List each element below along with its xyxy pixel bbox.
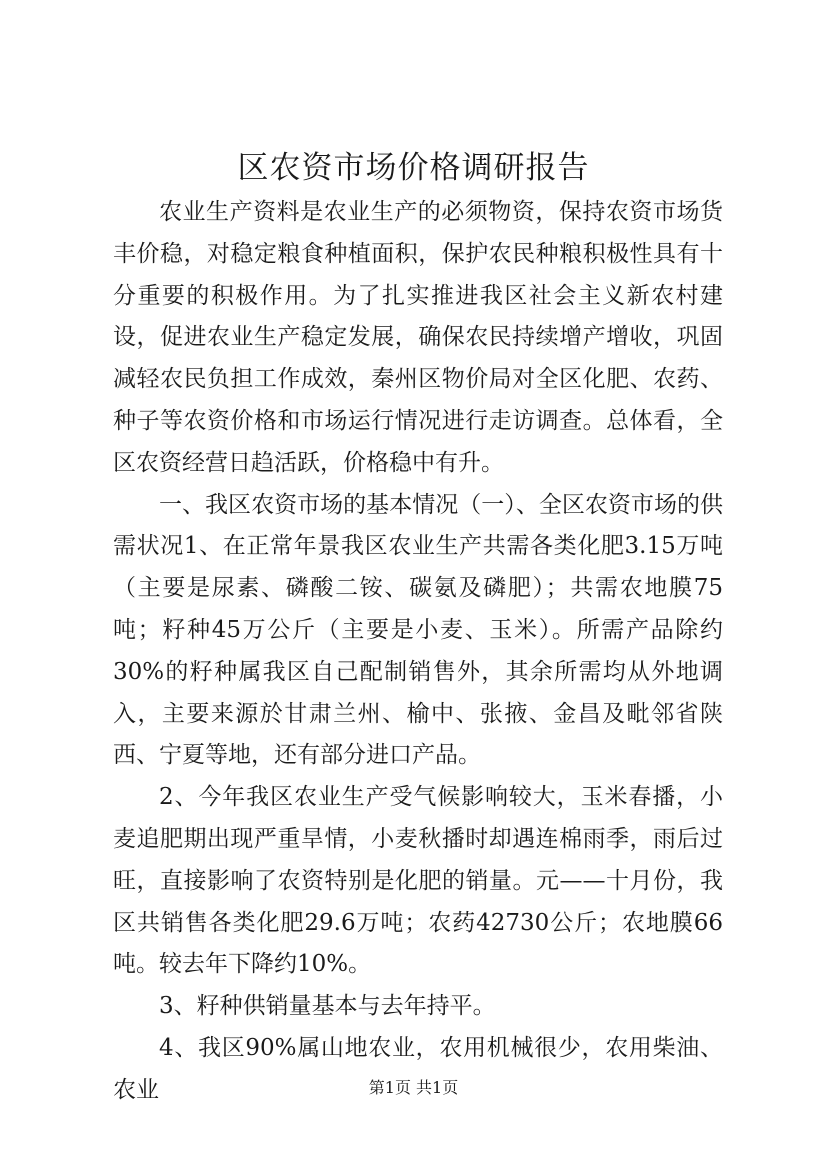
paragraph-section-1: 一、我区农资市场的基本情况（一）、全区农资市场的供需状况1、在正常年景我区农业生产共需各类化肥3.15万吨（主要是尿素、磷酸二铵、碳氨及磷肥）；共需农地膜75吨；籽种45万公斤（主要是小麦、玉米）。所需产品除约30%的籽种属我区自己配制销售外，其余所需均从外地调入，主要来源於甘肃兰州、榆中、张掖、金昌及毗邻省陕西、宁夏等地，还有部分进口产品。 [113, 491, 723, 769]
document-body [113, 192, 723, 1112]
paragraph-item-3: 3、籽种供销量基本与去年持平。 [159, 993, 496, 1020]
paragraph-intro: 农业生产资料是农业生产的必须物资，保持农资市场货丰价稳，对稳定粮食种植面积，保护农民种粮积极性具有十分重要的积极作用。为了扎实推进我区社会主义新农村建设，促进农业生产稳定发展，确保农民持续增产增收，巩固减轻农民负担工作成效，秦州区物价局对全区化肥、农药、种子等农资价格和市场运行情况进行走访调查。总体看，全区农资经营日趋活跃，价格稳中有升。 [113, 199, 723, 476]
document-title: 区农资市场价格调研报告 [237, 150, 590, 186]
paragraph-item-2: 2、今年我区农业生产受气候影响较大，玉米春播，小麦追肥期出现严重旱情，小麦秋播时却遇连棉雨季，雨后过旺，直接影响了农资特别是化肥的销量。元——十月份，我区共销售各类化肥29.6万吨；农药42730公斤；农地膜66吨。较去年下降约10%。 [113, 784, 723, 978]
page-footer: 第1页 共1页 [368, 1078, 459, 1097]
paragraph-item-4: 4、我区90%属山地农业，农用机械很少，农用柴油、农业 [113, 1034, 723, 1103]
